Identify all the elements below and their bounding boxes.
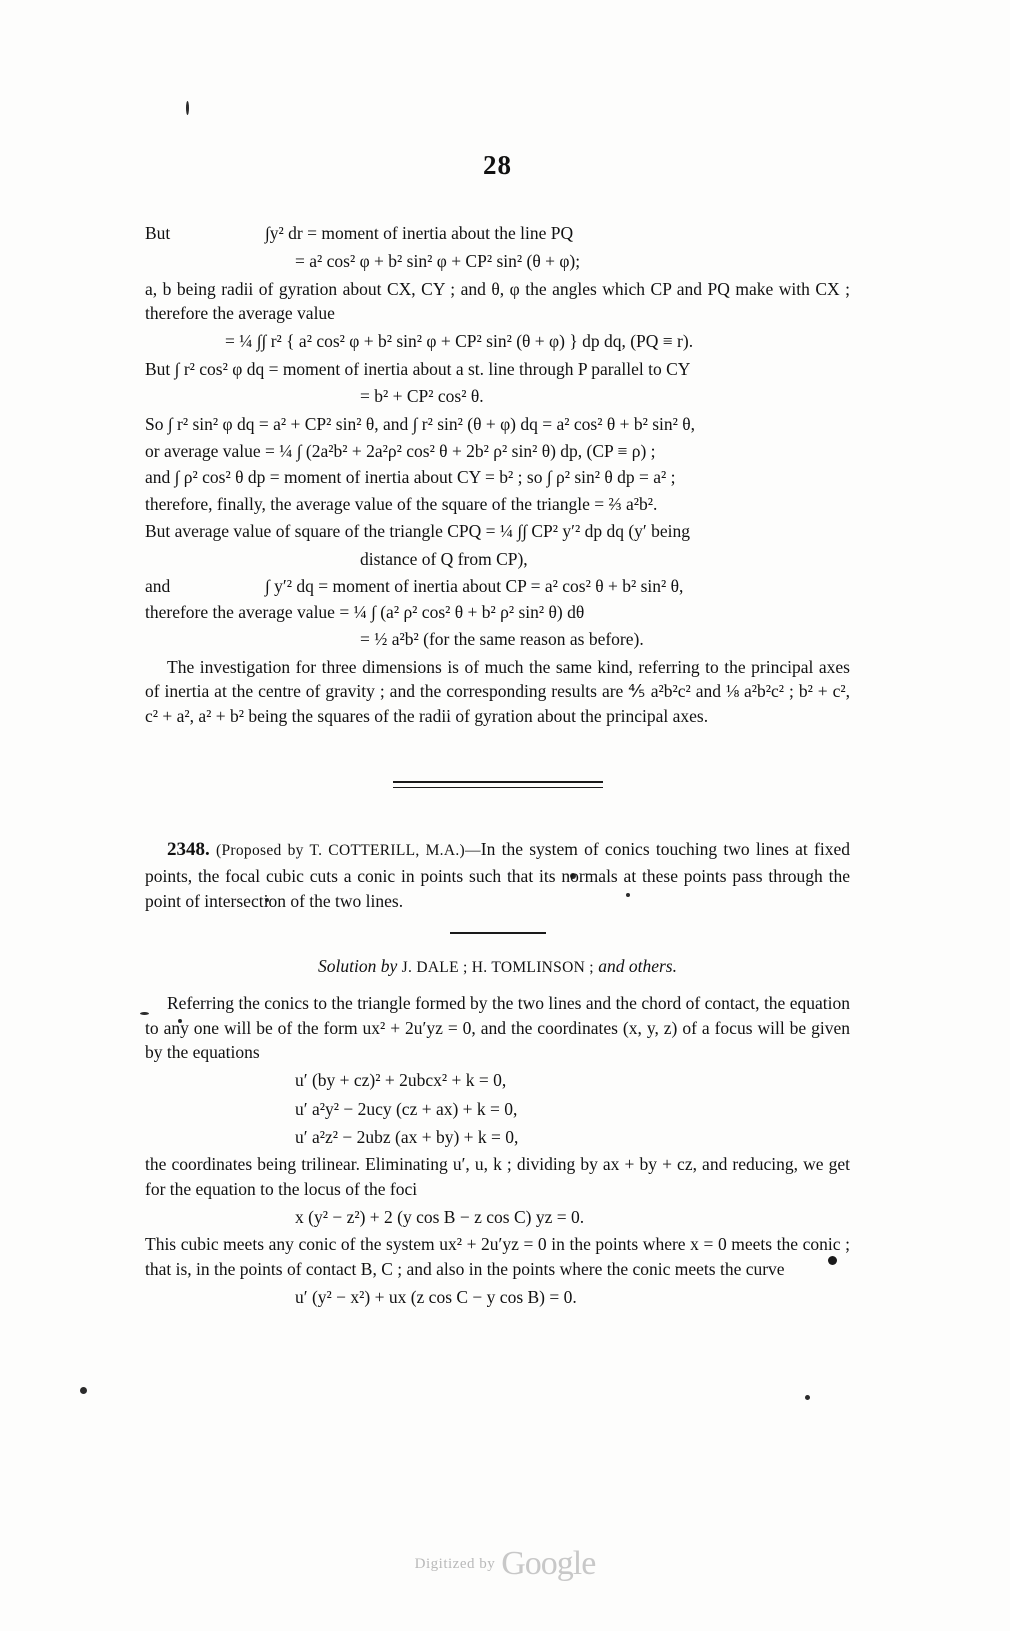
problem-statement [145,837,850,914]
line-label-and: and [145,576,171,597]
solution-by-prefix: Solution by [318,955,398,976]
formula-line-and-yprime [145,574,850,599]
solution-equation-curve: u′ (y² − x²) + ux (z cos C − y cos B) = 0. [295,1286,577,1307]
line-therefore-average: therefore the average value = ¼ ∫ (a² ρ² cos² θ + b² ρ² sin² θ) dθ [145,601,585,622]
scan-speck [80,1387,87,1394]
line-half-a2b2: = ½ a²b² (for the same reason as before). [360,629,644,650]
line-and-rho-cos: and ∫ ρ² cos² θ dp = moment of inertia about CY = b² ; so ∫ ρ² sin² θ dp = a² ; [145,467,676,488]
formula-line-1 [145,221,850,246]
footer-text: Digitized by [414,1556,496,1572]
line-formula: ∫y² dr = moment of inertia about the line PQ [265,223,574,243]
solution-paragraph-1: Referring the conics to the triangle formed by the two lines and the chord of contact, the equation to any one will be of the form ux² + 2u′yz = 0, and the coordinates (x, y, z) of a focus will be given by the equations [145,992,850,1063]
line-moment-inertia-P: But ∫ r² cos² φ dq = moment of inertia about a st. line through P parallel to CY [145,358,691,379]
solution-paragraph-3: This cubic meets any conic of the system ux² + 2u′yz = 0 in the points where x = 0 meets the conic ; that is, in the points of contact B, C ; and also in the points where the conic meets the curve [145,1234,850,1279]
line-formula-yprime: ∫ y′² dq = moment of inertia about CP = a² cos² θ + b² sin² θ, [265,576,684,597]
section-divider-rule [393,781,603,791]
paragraph-three-dimensions: The investigation for three dimensions is of much the same kind, referring to the principal axes of inertia at the centre of gravity ; and the corresponding results are ⅘ a²b²c² and ⅛ a²b²c² ; b² + c², c² + a², a² + b² being the squares of the radii of gyration about the principal axes. [145,656,850,727]
formula-b2-cp2: = b² + CP² cos² θ. [360,386,484,407]
line-but-average-cpq: But average value of square of the triangle CPQ = ¼ ∫∫ CP² y′² dp dq (y′ being [145,521,690,542]
page-number: 28 [483,150,512,180]
problem-proposer: (Proposed by T. COTTERILL, M.A.)— [216,842,481,860]
formula-line-2: = a² cos² φ + b² sin² φ + CP² sin² (θ + φ); [295,251,581,272]
scan-speck [186,101,189,115]
google-wordmark: Google [501,1545,596,1582]
solution-by-suffix: and others. [598,955,677,976]
solution-equation-2: u′ a²y² − 2ucy (cz + ax) + k = 0, [295,1098,518,1119]
line-so-integral: So ∫ r² sin² φ dq = a² + CP² sin² θ, and ∫ r² sin² (θ + φ) dq = a² cos² θ + b² sin² θ, [145,413,696,434]
formula-average-value: = ¼ ∫∫ r² { a² cos² φ + b² sin² φ + CP² sin² (θ + φ) } dp dq, (PQ ≡ r). [225,331,694,352]
problem-number: 2348. [167,839,210,861]
problem-text: In the system of conics touching two lines at fixed points, the focal cubic cuts a conic in points such that its normals at these points pass through the point of intersection of the two lines. [145,839,851,911]
line-or-average-value: or average value = ¼ ∫ (2a²b² + 2a²ρ² cos² θ + 2b² ρ² sin² θ) dp, (CP ≡ ρ) ; [145,440,656,461]
line-therefore-finally: therefore, finally, the average value of the square of the triangle = ⅔ a²b². [145,494,658,515]
page-content [145,150,850,1312]
line-distance-of-q: distance of Q from CP), [360,548,528,569]
solution-equation-locus: x (y² − z²) + 2 (y cos B − z cos C) yz = 0. [295,1206,585,1227]
digitization-footer [0,1545,1010,1583]
paragraph-radii-gyration: a, b being radii of gyration about CX, CY ; and θ, φ the angles which CP and PQ make with CX ; therefore the average value [145,278,850,324]
scan-speck [805,1395,810,1400]
line-label-but: But [145,223,171,243]
solution-author-names: J. DALE ; H. TOMLINSON ; [401,958,594,976]
solution-attribution [145,956,850,977]
solution-equation-3: u′ a²z² − 2ubz (ax + by) + k = 0, [295,1126,519,1147]
solution-equation-1: u′ (by + cz)² + 2ubcx² + k = 0, [295,1070,507,1091]
problem-divider-rule [450,932,546,934]
solution-paragraph-2: the coordinates being trilinear. Eliminating u′, u, k ; dividing by ax + by + cz, and reducing, we get for the equation to the locus of the foci [145,1154,850,1199]
